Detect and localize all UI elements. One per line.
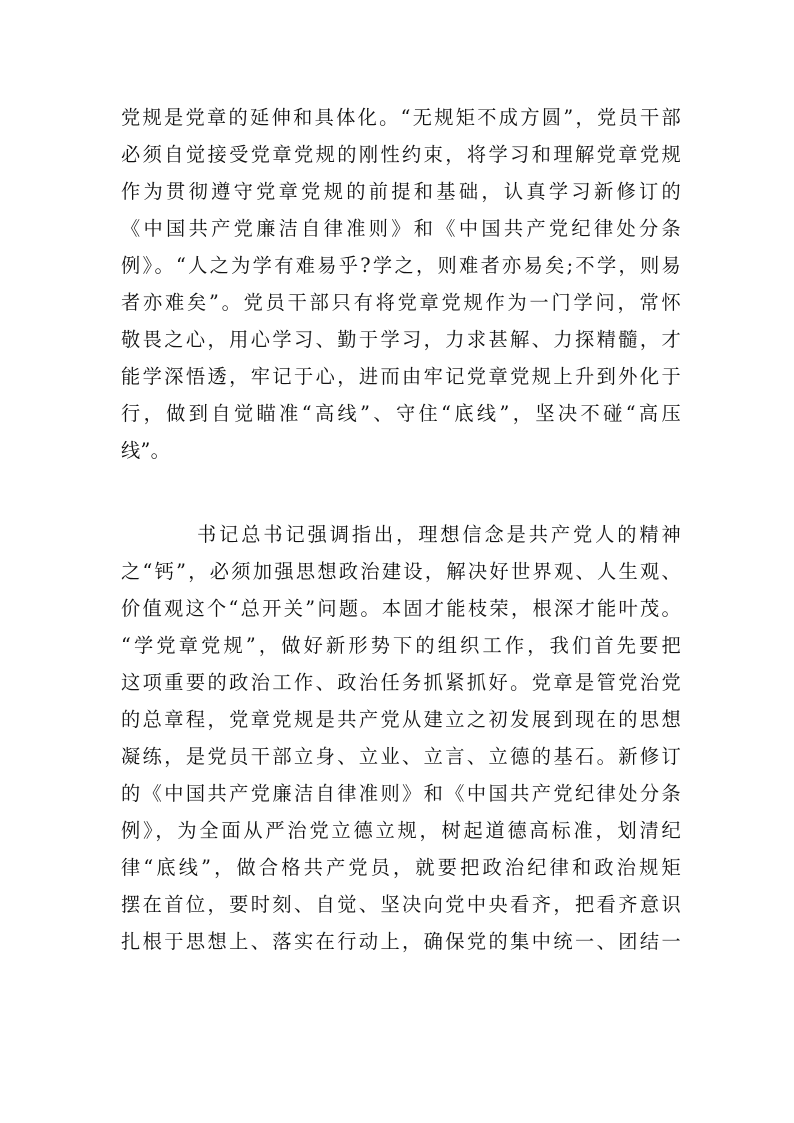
paragraph-line: 扎根于思想上、落实在行动上，确保党的集中统一、团结一 <box>121 930 681 953</box>
paragraph-1 <box>121 99 681 469</box>
paragraph-line: 作为贯彻遵守党章党规的前提和基础，认真学习新修订的 <box>121 180 681 203</box>
paragraph-line: 《中国共产党廉洁自律准则》和《中国共产党纪律处分条 <box>121 217 681 240</box>
paragraph-2 <box>121 516 681 960</box>
paragraph-line: 例》。“人之为学有难易乎?学之，则难者亦易矣;不学，则易 <box>121 254 681 277</box>
paragraph-line: “学党章党规”，做好新形势下的组织工作，我们首先要把 <box>121 634 681 657</box>
paragraph-line: 行，做到自觉瞄准“高线”、守住“底线”，坚决不碰“高压 <box>121 402 681 425</box>
paragraph-line: 能学深悟透，牢记于心，进而由牢记党章党规上升到外化于 <box>121 365 681 388</box>
paragraph-line: 的《中国共产党廉洁自律准则》和《中国共产党纪律处分条 <box>121 782 681 805</box>
paragraph-line: 摆在首位，要时刻、自觉、坚决向党中央看齐，把看齐意识 <box>121 893 681 916</box>
paragraph-line: 之“钙”，必须加强思想政治建设，解决好世界观、人生观、 <box>121 560 681 583</box>
paragraph-line: 书记总书记强调指出，理想信念是共产党人的精神 <box>197 523 681 546</box>
paragraph-line: 这项重要的政治工作、政治任务抓紧抓好。党章是管党治党 <box>121 671 681 694</box>
paragraph-line: 凝练，是党员干部立身、立业、立言、立德的基石。新修订 <box>121 745 681 768</box>
paragraph-line: 敬畏之心，用心学习、勤于学习，力求甚解、力探精髓，才 <box>121 328 681 351</box>
paragraph-line: 的总章程，党章党规是共产党从建立之初发展到现在的思想 <box>121 708 681 731</box>
paragraph-line: 者亦难矣”。党员干部只有将党章党规作为一门学问，常怀 <box>121 291 681 314</box>
paragraph-line: 党规是党章的延伸和具体化。“无规矩不成方圆”，党员干部 <box>121 106 681 129</box>
paragraph-line: 律“底线”，做合格共产党员，就要把政治纪律和政治规矩 <box>121 856 681 879</box>
paragraph-line: 例》，为全面从严治党立德立规，树起道德高标准，划清纪 <box>121 819 681 842</box>
paragraph-line: 必须自觉接受党章党规的刚性约束，将学习和理解党章党规 <box>121 143 681 166</box>
paragraph-line: 价值观这个“总开关”问题。本固才能枝荣，根深才能叶茂。 <box>121 597 681 620</box>
paragraph-line: 线”。 <box>121 439 171 462</box>
